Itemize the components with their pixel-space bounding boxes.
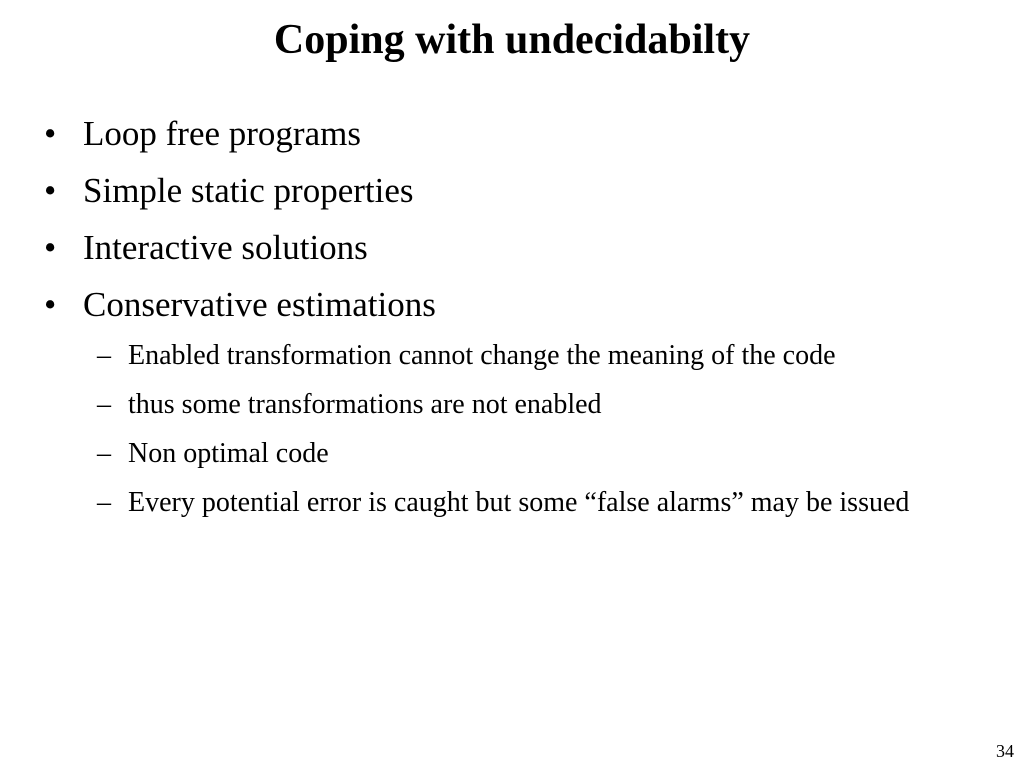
bullet-marker: • — [44, 171, 57, 210]
bullet-marker: • — [44, 285, 57, 324]
sub-bullet-item-enabled-transformation — [44, 336, 1004, 376]
bullet-item-interactive — [44, 224, 1004, 271]
bullet-text: Conservative estimations — [83, 285, 436, 324]
sub-bullet-marker: – — [97, 340, 111, 371]
bullet-list — [44, 110, 1004, 532]
bullet-marker: • — [44, 228, 57, 267]
bullet-item-conservative — [44, 281, 1004, 328]
sub-bullet-marker: – — [97, 487, 111, 518]
bullet-item-simple-static — [44, 167, 1004, 214]
sub-bullet-marker: – — [97, 389, 111, 420]
slide-title: Coping with undecidabilty — [273, 17, 751, 63]
bullet-text: Simple static properties — [83, 171, 414, 210]
sub-bullet-text: Every potential error is caught but some “false alarms” may be issued — [128, 487, 910, 518]
page-number: 34 — [996, 741, 1014, 761]
bullet-marker: • — [44, 114, 57, 153]
sub-bullet-item-non-optimal — [44, 434, 1004, 474]
sub-bullet-item-false-alarms — [44, 483, 1004, 523]
sub-bullet-list — [44, 336, 1004, 523]
sub-bullet-text: Non optimal code — [128, 438, 329, 469]
bullet-text: Loop free programs — [83, 114, 361, 153]
sub-bullet-marker: – — [97, 438, 111, 469]
sub-bullet-text: Enabled transformation cannot change the meaning of the code — [128, 340, 836, 371]
bullet-item-loop-free — [44, 110, 1004, 157]
sub-bullet-item-not-enabled — [44, 385, 1004, 425]
sub-bullet-text: thus some transformations are not enabled — [128, 389, 602, 420]
bullet-text: Interactive solutions — [83, 228, 368, 267]
